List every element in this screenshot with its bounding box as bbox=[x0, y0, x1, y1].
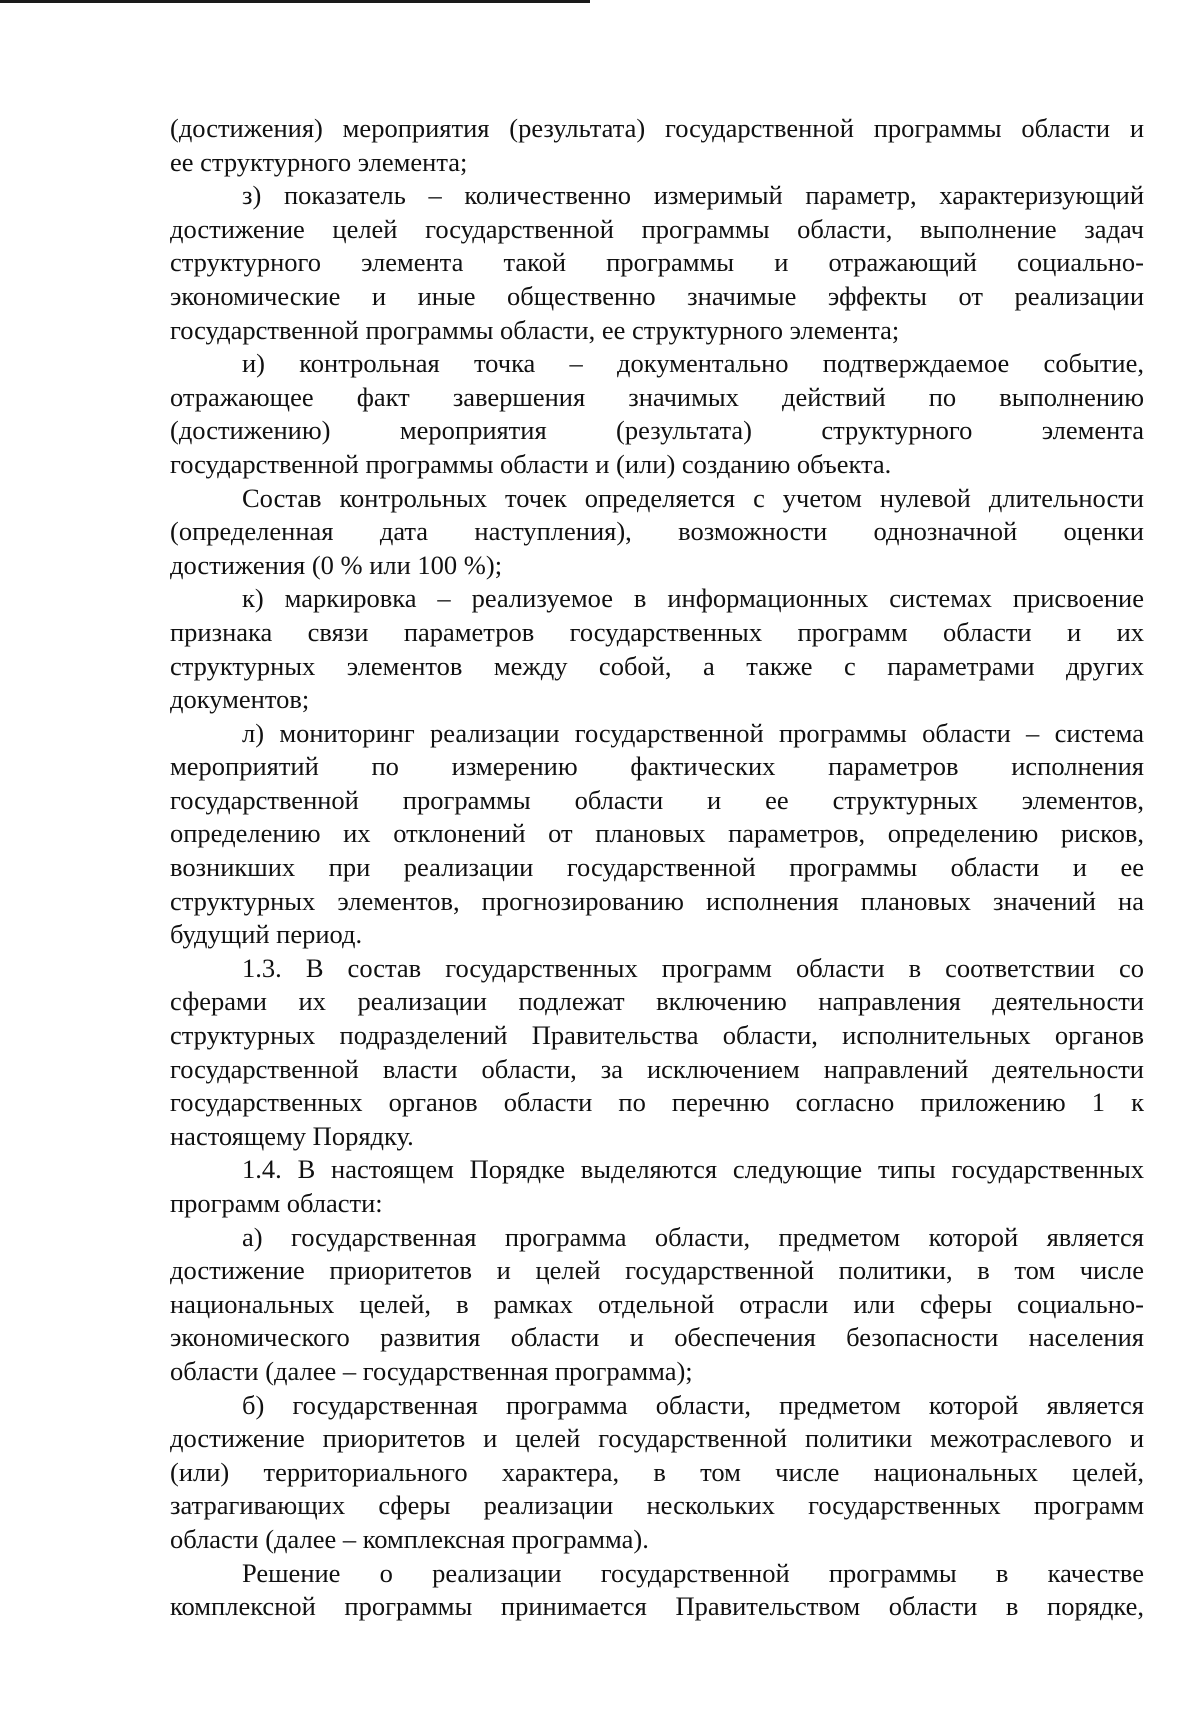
text-line: структурных элементов между собой, а также с параметрами других bbox=[170, 650, 1144, 681]
text-line: 1.3. В состав государственных программ области в соответствии со bbox=[242, 952, 1144, 983]
text-line: структурного элемента такой программы и отражающий социально- bbox=[170, 247, 1144, 278]
text-line: 1.4. В настоящем Порядке выделяются следующие типы государственных bbox=[242, 1154, 1144, 1185]
text-line: государственной программы области и ее структурных элементов, bbox=[170, 784, 1144, 815]
paragraph-item-a bbox=[170, 1221, 1144, 1389]
text-line: затрагивающих сферы реализации нескольких государственных программ bbox=[170, 1490, 1144, 1521]
paragraph-indicator bbox=[170, 179, 1144, 347]
paragraph-section-1-4 bbox=[170, 1153, 1144, 1220]
text-line: достижение приоритетов и целей государственной политики межотраслевого и bbox=[170, 1423, 1144, 1454]
top-scan-rule bbox=[0, 0, 590, 3]
text-line: программ области: bbox=[170, 1188, 383, 1218]
paragraph-section-1-3 bbox=[170, 952, 1144, 1154]
text-line: комплексной программы принимается Правительством области в порядке, bbox=[170, 1591, 1144, 1622]
text-line: национальных целей, в рамках отдельной отрасли или сферы социально- bbox=[170, 1288, 1144, 1319]
text-line: а) государственная программа области, предметом которой является bbox=[242, 1221, 1144, 1252]
text-line: и) контрольная точка – документально подтверждаемое событие, bbox=[242, 348, 1144, 379]
text-line: признака связи параметров государственных программ области и их bbox=[170, 616, 1144, 647]
text-line: (достижения) мероприятия (результата) государственной программы области и bbox=[170, 113, 1144, 143]
text-line: определению их отклонений от плановых параметров, определению рисков, bbox=[170, 818, 1144, 849]
text-line: (определенная дата наступления), возможности однозначной оценки bbox=[170, 516, 1144, 547]
text-line: области (далее – государственная программа); bbox=[170, 1355, 693, 1386]
text-line: экономические и иные общественно значимые эффекты от реализации bbox=[170, 280, 1144, 311]
paragraph-control-points-composition bbox=[170, 482, 1144, 583]
text-line: б) государственная программа области, предметом которой является bbox=[242, 1389, 1144, 1420]
text-line: Решение о реализации государственной программы в качестве bbox=[242, 1557, 1144, 1588]
text-line: Состав контрольных точек определяется с учетом нулевой длительности bbox=[242, 482, 1144, 513]
text-line: мероприятий по измерению фактических параметров исполнения bbox=[170, 751, 1144, 782]
paragraph-continuation bbox=[170, 112, 1144, 179]
text-line: л) мониторинг реализации государственной программы области – система bbox=[242, 717, 1144, 748]
text-line: з) показатель – количественно измеримый параметр, характеризующий bbox=[242, 180, 1144, 211]
text-line: к) маркировка – реализуемое в информационных системах присвоение bbox=[242, 583, 1144, 614]
text-line: сферами их реализации подлежат включению направления деятельности bbox=[170, 986, 1144, 1017]
text-line: ее структурного элемента; bbox=[170, 146, 468, 177]
text-line: области (далее – комплексная программа). bbox=[170, 1523, 649, 1554]
text-line: государственных органов области по перечню согласно приложению 1 к bbox=[170, 1087, 1144, 1118]
text-line: отражающее факт завершения значимых действий по выполнению bbox=[170, 381, 1144, 412]
text-line: государственной власти области, за исключением направлений деятельности bbox=[170, 1053, 1144, 1084]
text-line: государственной программы области, ее структурного элемента; bbox=[170, 314, 900, 345]
paragraph-item-b bbox=[170, 1389, 1144, 1557]
text-line: достижения (0 % или 100 %); bbox=[170, 549, 503, 580]
document-page bbox=[170, 112, 1144, 1624]
text-line: структурных подразделений Правительства области, исполнительных органов bbox=[170, 1020, 1144, 1051]
text-line: достижение целей государственной программы области, выполнение задач bbox=[170, 213, 1144, 244]
text-line: документов; bbox=[170, 684, 310, 715]
text-line: будущий период. bbox=[170, 919, 363, 950]
paragraph-control-point bbox=[170, 347, 1144, 481]
paragraph-monitoring bbox=[170, 717, 1144, 952]
text-line: (или) территориального характера, в том числе национальных целей, bbox=[170, 1456, 1144, 1487]
text-line: настоящему Порядку. bbox=[170, 1120, 414, 1151]
text-line: достижение приоритетов и целей государственной политики, в том числе bbox=[170, 1255, 1144, 1286]
text-line: государственной программы области и (или) созданию объекта. bbox=[170, 448, 892, 479]
text-line: (достижению) мероприятия (результата) структурного элемента bbox=[170, 415, 1144, 446]
text-line: структурных элементов, прогнозированию исполнения плановых значений на bbox=[170, 885, 1144, 916]
paragraph-decision bbox=[170, 1557, 1144, 1624]
paragraph-marking bbox=[170, 582, 1144, 716]
text-line: возникших при реализации государственной программы области и ее bbox=[170, 852, 1144, 883]
text-line: экономического развития области и обеспечения безопасности населения bbox=[170, 1322, 1144, 1353]
